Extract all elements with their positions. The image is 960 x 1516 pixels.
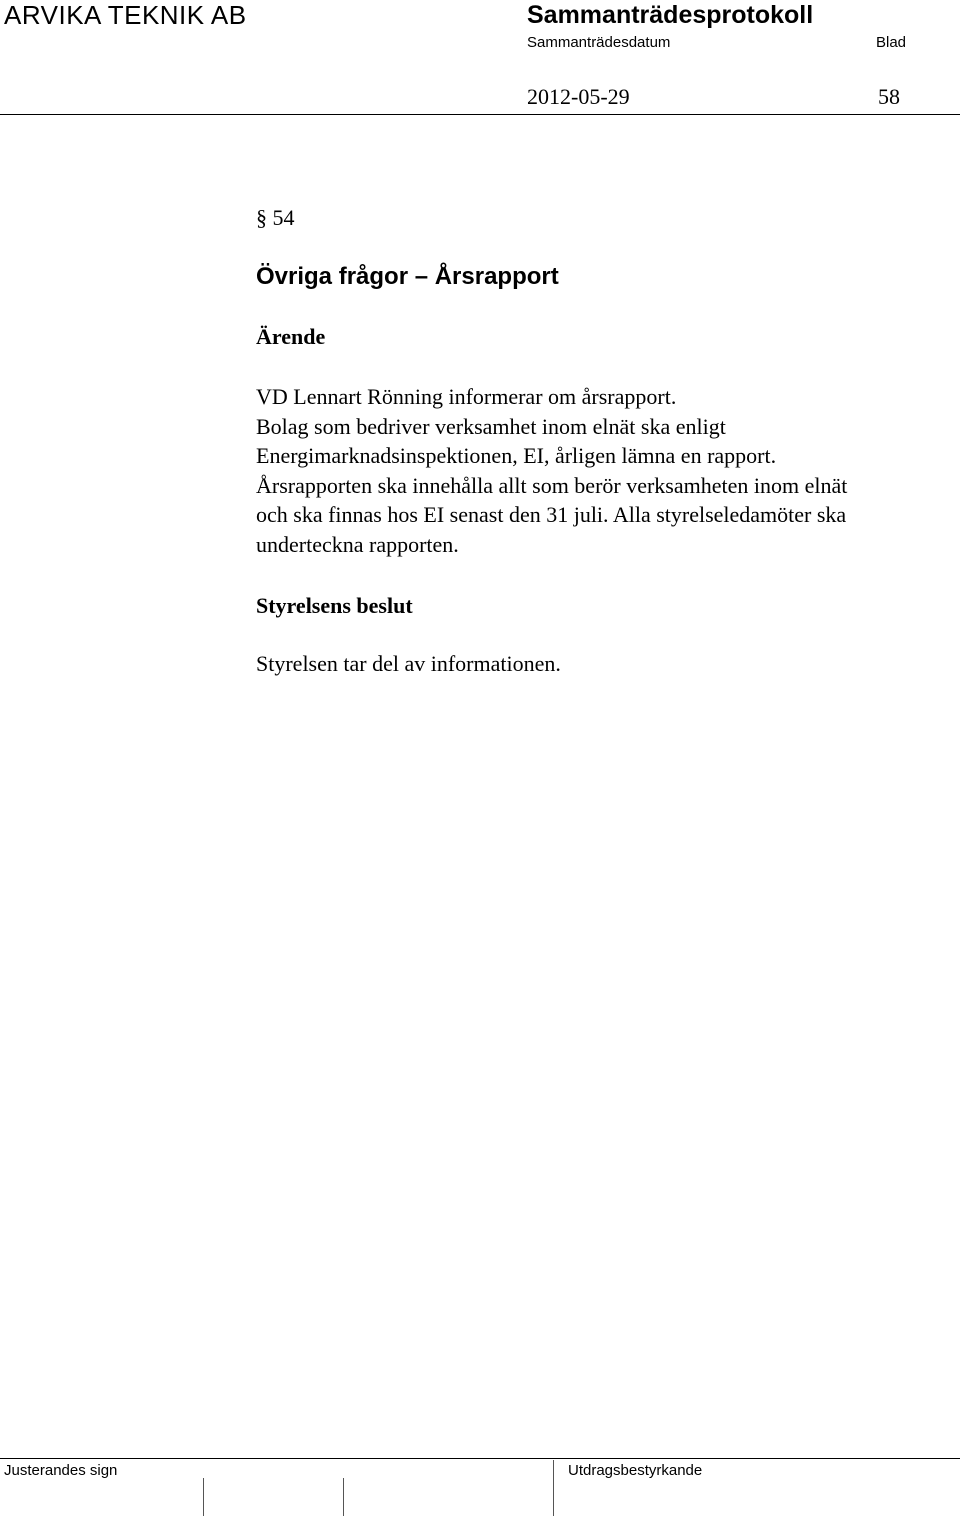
- page-number: 58: [878, 84, 900, 109]
- meeting-date-label: Sammanträdesdatum: [527, 34, 671, 51]
- matter-line: VD Lennart Rönning informerar om årsrapport.: [256, 384, 677, 409]
- decision-heading: Styrelsens beslut: [256, 592, 413, 618]
- signature-box-divider: [203, 1478, 204, 1516]
- header-divider: [0, 114, 960, 115]
- meeting-date: 2012-05-29: [527, 84, 630, 109]
- paragraph-number: § 54: [256, 205, 295, 230]
- matter-line: Bolag som bedriver verksamhet inom elnät ska enligt: [256, 413, 726, 439]
- document-title: Sammanträdesprotokoll: [527, 1, 814, 29]
- extract-certification-label: Utdragsbestyrkande: [568, 1462, 703, 1479]
- company-name: ARVIKA TEKNIK AB: [4, 0, 247, 30]
- matter-line: Årsrapporten ska innehålla allt som berör verksamheten inom elnät: [256, 472, 848, 498]
- matter-line: Energimarknadsinspektionen, EI, årligen lämna en rapport.: [256, 443, 777, 469]
- footer-column-divider: [553, 1460, 554, 1516]
- matter-line: och ska finnas hos EI senast den 31 juli. Alla styrelseledamöter ska: [256, 502, 847, 528]
- matter-heading: Ärende: [256, 324, 326, 349]
- section-content: [256, 200, 956, 679]
- signature-box-divider: [343, 1478, 344, 1516]
- page-label: Blad: [876, 34, 907, 51]
- signature-label: Justerandes sign: [4, 1462, 118, 1479]
- footer-divider: [0, 1458, 960, 1459]
- matter-text: [256, 382, 956, 560]
- matter-line: underteckna rapporten.: [256, 531, 459, 557]
- decision-text: Styrelsen tar del av informationen.: [256, 650, 561, 676]
- section-title: Övriga frågor – Årsrapport: [256, 263, 559, 290]
